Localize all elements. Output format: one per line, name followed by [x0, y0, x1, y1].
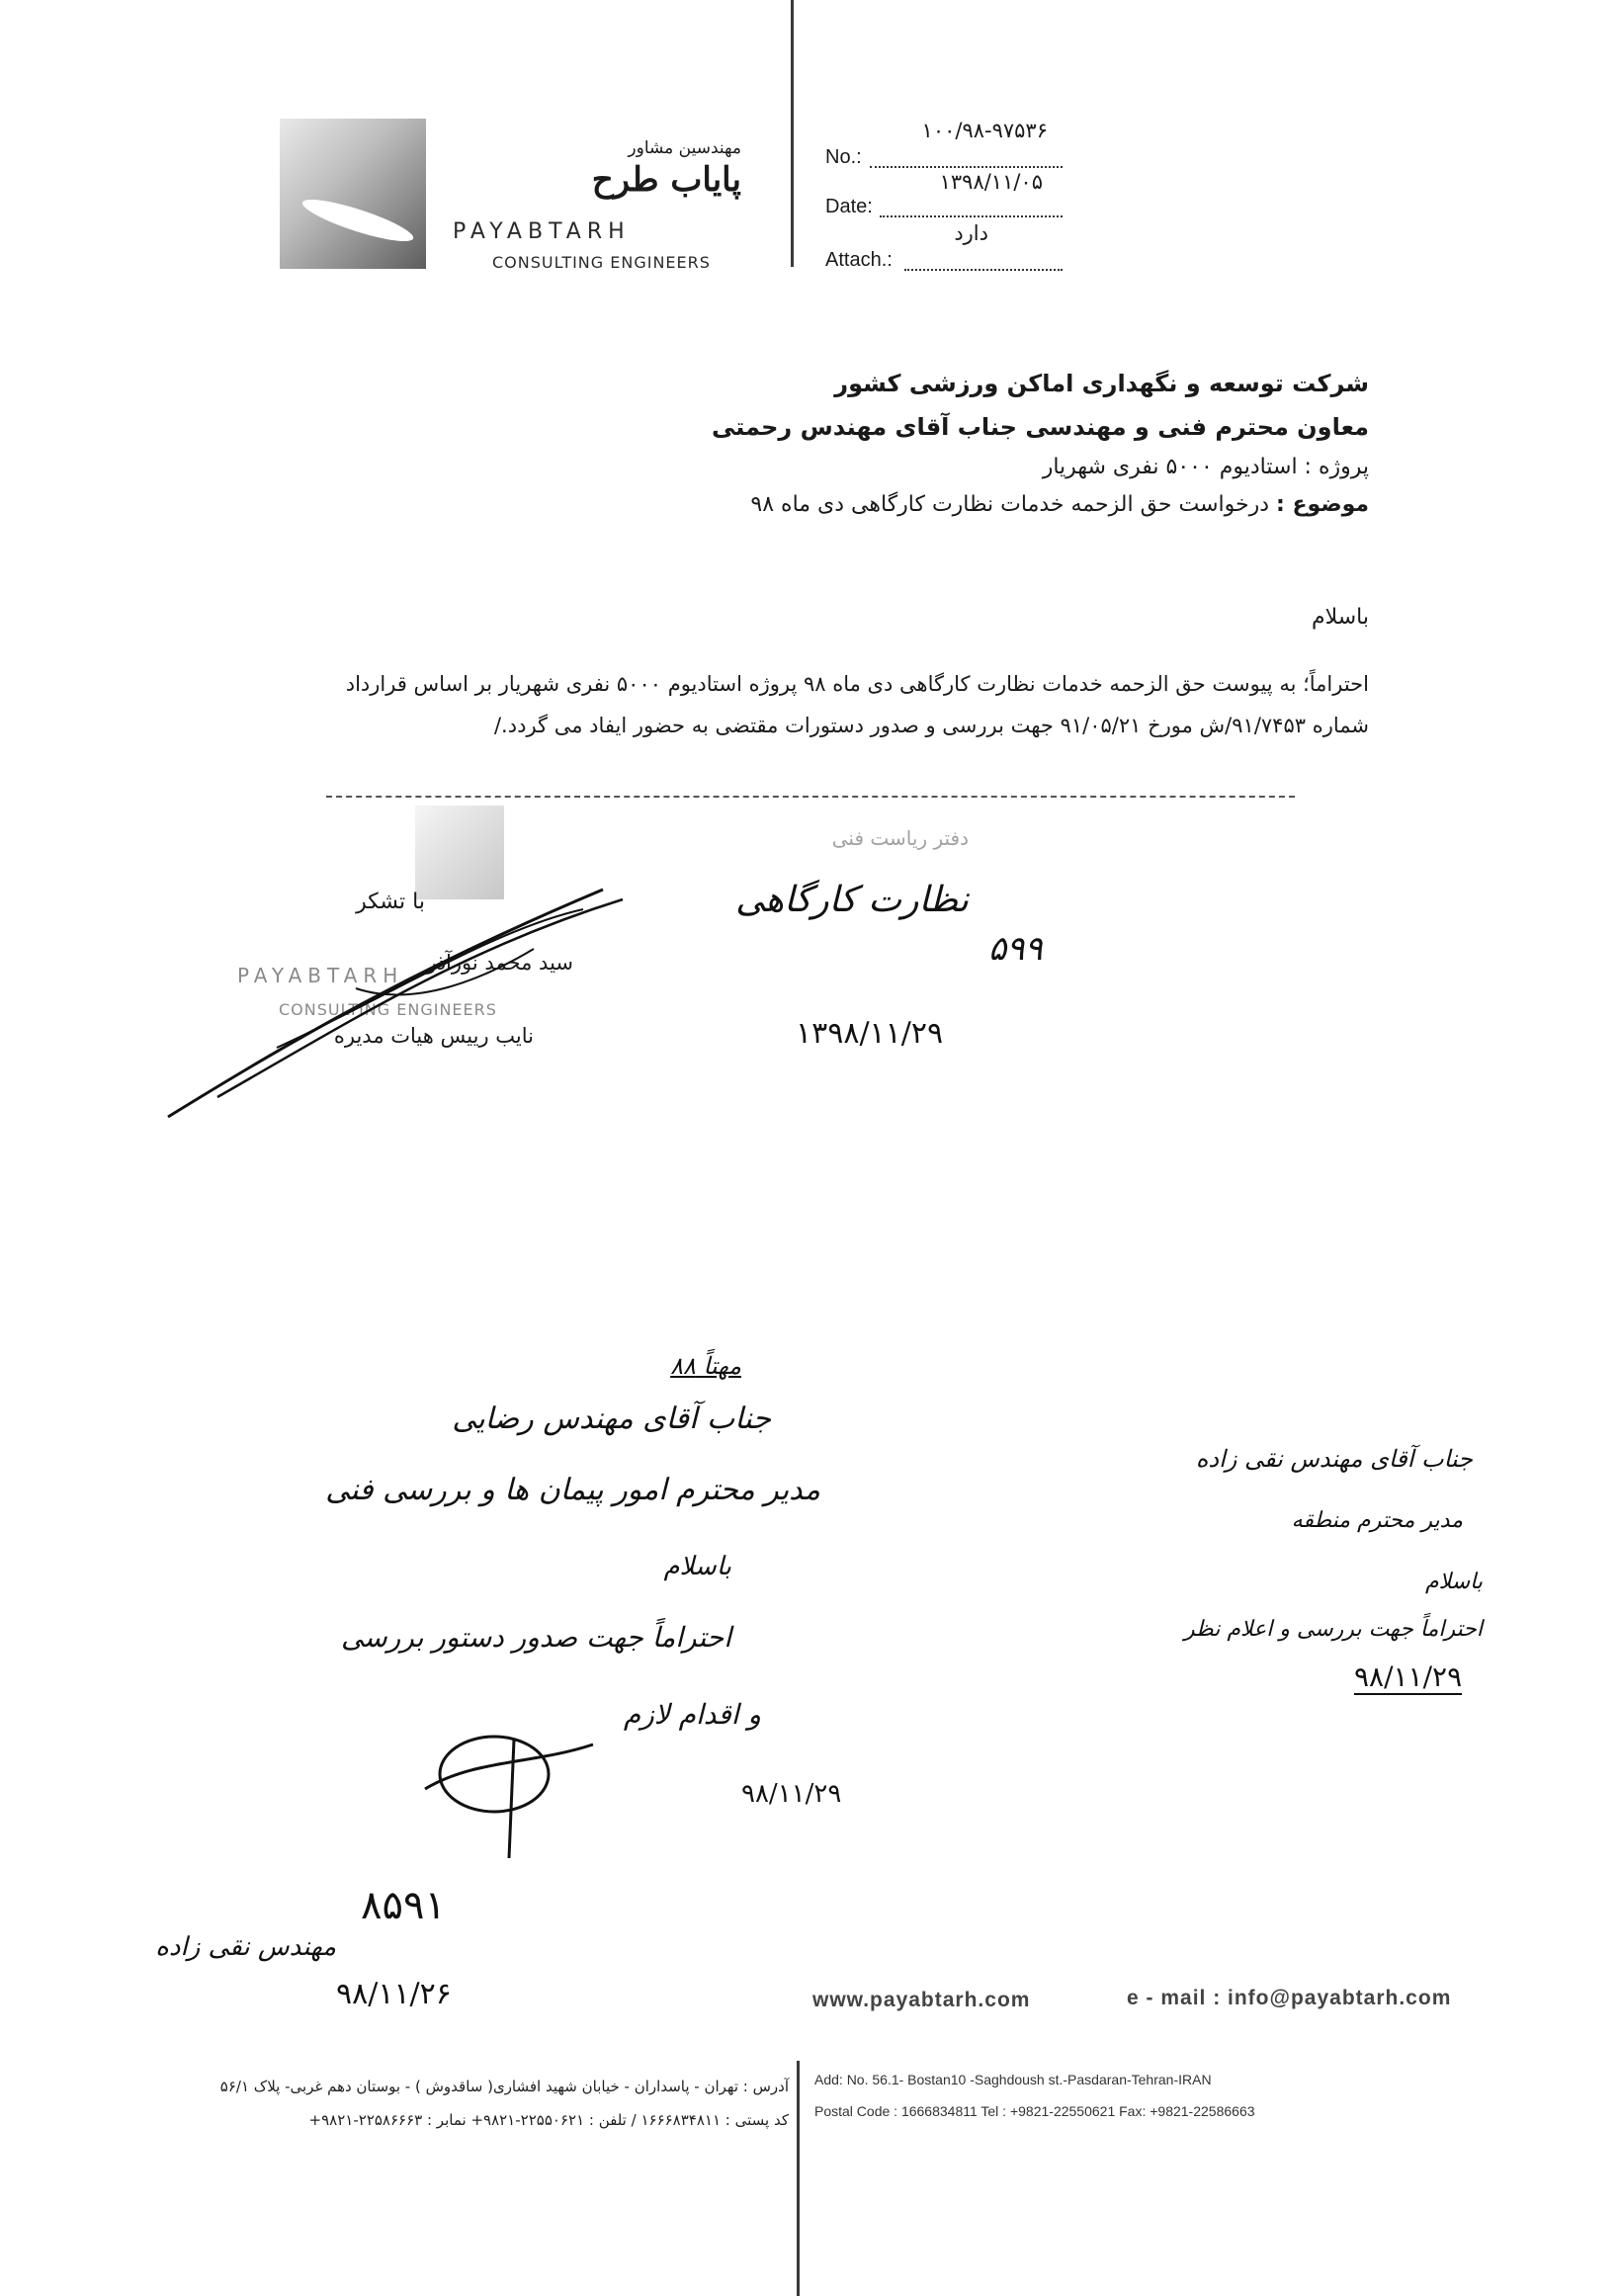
- note-right-line-5: ۹۸/۱۱/۲۹: [1354, 1660, 1463, 1693]
- subject-text: درخواست حق الزحمه خدمات نظارت کارگاهی دی ماه ۹۸: [750, 492, 1270, 517]
- letter-attach-label: Attach.:: [825, 249, 893, 271]
- letter-attach-value: دارد: [954, 221, 988, 245]
- letter-attach-dots: [904, 269, 1063, 271]
- letter-number-dots: [870, 166, 1063, 168]
- letter-number-value: ۱۰۰/۹۸-۹۷۵۳۶: [921, 119, 1048, 142]
- letter-date-label: Date:: [825, 196, 873, 217]
- received-stamp-handwritten: نظارت کارگاهی: [735, 880, 969, 920]
- note-left-line-7: ۹۸/۱۱/۲۹: [741, 1779, 842, 1809]
- company-brand-sub: CONSULTING ENGINEERS: [492, 253, 711, 272]
- company-name-prefix: مهندسین مشاور: [628, 138, 741, 158]
- note-left-line-10: ۹۸/۱۱/۲۶: [336, 1977, 452, 2011]
- note-left-signature: [415, 1720, 603, 1868]
- subject-line: [494, 492, 1369, 517]
- received-stamp-office: دفتر ریاست فنی: [831, 826, 969, 850]
- footer-address-fa-2: کد پستی : ۱۶۶۶۸۳۴۸۱۱ / تلفن : ۲۲۵۵۰۶۲۱-۹۸۲۱+ نمابر : ۲۲۵۸۶۶۶۳-۹۸۲۱+: [308, 2111, 789, 2129]
- company-name-fa: پایاب طرح: [591, 160, 741, 200]
- note-left-line-8: مهندس نقی زاده: [155, 1932, 336, 1962]
- footer-address-fa-1: آدرس : تهران - پاسداران - خیابان شهید افشاری( ساقدوش ) - بوستان دهم غربی- پلاک ۵۶/۱: [219, 2078, 789, 2095]
- signature-stamp-sub: CONSULTING ENGINEERS: [279, 1000, 497, 1019]
- recipient-person: معاون محترم فنی و مهندسی جناب آقای مهندس رحمتی: [711, 413, 1369, 441]
- separator-dots: [326, 796, 1295, 798]
- signature-title: نایب رییس هیات مدیره: [333, 1024, 534, 1048]
- note-right-line-1: جناب آقای مهندس نقی زاده: [1195, 1445, 1473, 1473]
- note-right-line-2: مدیر محترم منطقه: [1291, 1508, 1463, 1533]
- company-brand: PAYABTARH: [453, 219, 631, 244]
- note-left-line-5: احتراماً جهت صدور دستور بررسی: [340, 1621, 731, 1654]
- note-left-line-3: مدیر محترم امور پیمان ها و بررسی فنی: [325, 1473, 820, 1507]
- received-stamp-number: ۵۹۹: [988, 929, 1043, 969]
- recipient-company: شرکت توسعه و نگهداری اماکن ورزشی کشور: [834, 370, 1369, 397]
- subject-label: موضوع :: [1276, 492, 1369, 517]
- signature-thanks: با تشکر: [356, 890, 425, 914]
- footer-divider-line: [797, 2061, 800, 2296]
- header-divider-line: [791, 0, 794, 267]
- footer-website: www.payabtarh.com: [812, 1989, 1031, 2011]
- body-paragraph-line-2: شماره ۹۱/۷۴۵۳/ش مورخ ۹۱/۰۵/۲۱ جهت بررسی و صدور دستورات مقتضی به حضور ایفاد می گردد./: [493, 714, 1369, 737]
- note-left-heading: مهتاً ۸۸: [670, 1352, 741, 1380]
- note-left-line-6: و اقدام لازم: [623, 1698, 761, 1731]
- note-left-line-2: جناب آقای مهندس رضایی: [452, 1402, 771, 1436]
- signature-name: سید محمد نورآذر: [426, 951, 573, 975]
- footer-address-en-1: Add: No. 56.1- Bostan10 -Saghdoush st.-Pasdaran-Tehran-IRAN: [814, 2072, 1212, 2087]
- signature-stamp-brand: PAYABTARH: [237, 964, 404, 987]
- handwritten-signature: [158, 870, 672, 1127]
- letter-date-value: ۱۳۹۸/۱۱/۰۵: [939, 170, 1043, 194]
- note-left-line-9: ۸۵۹۱: [361, 1883, 446, 1928]
- project-line: پروژه : استادیوم ۵۰۰۰ نفری شهریار: [1042, 455, 1369, 479]
- footer-address-en-2: Postal Code : 1666834811 Tel : +9821-22550621 Fax: +9821-22586663: [814, 2103, 1255, 2119]
- note-right-line-3: باسلام: [1424, 1570, 1483, 1594]
- body-paragraph-line-1: احتراماً؛ به پیوست حق الزحمه خدمات نظارت کارگاهی دی ماه ۹۸ پروژه استادیوم ۵۰۰۰ نفری شهریار بر اساس قرارداد: [345, 672, 1369, 696]
- footer-email: e - mail : info@payabtarh.com: [1127, 1987, 1452, 2009]
- note-left-line-4: باسلام: [663, 1552, 731, 1581]
- letter-number-label: No.:: [825, 146, 862, 168]
- greeting: باسلام: [1311, 605, 1369, 630]
- company-logo: [280, 119, 426, 269]
- received-stamp-date: ۱۳۹۸/۱۱/۲۹: [796, 1016, 944, 1051]
- note-right-line-4: احتراماً جهت بررسی و اعلام نظر: [1184, 1617, 1483, 1642]
- letter-date-dots: [880, 215, 1063, 217]
